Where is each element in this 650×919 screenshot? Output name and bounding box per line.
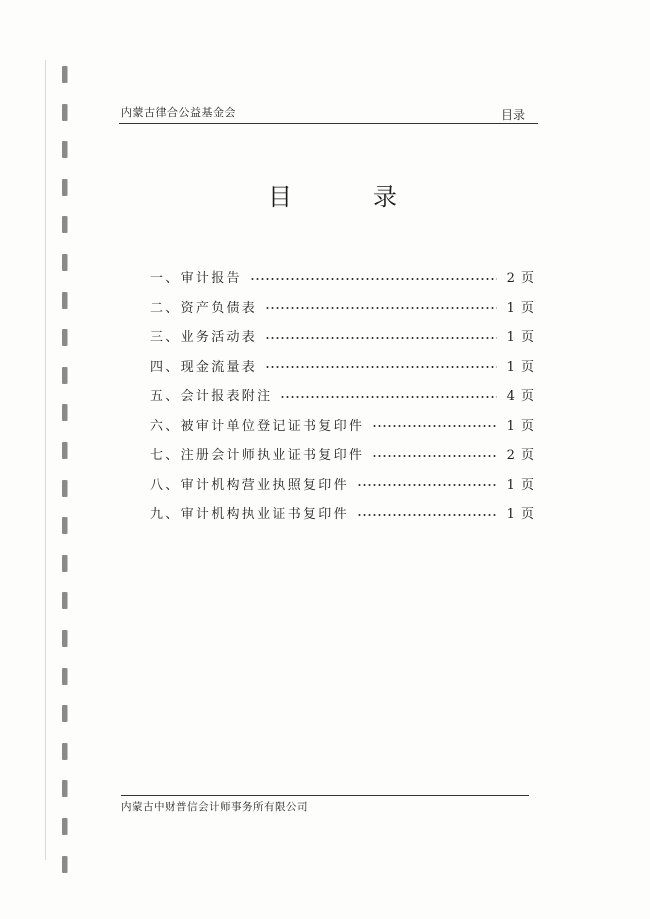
toc-leader-dots [357, 514, 497, 516]
table-of-contents [150, 262, 535, 528]
toc-item-label: 八、审计机构营业执照复印件 [150, 477, 349, 493]
binding-hole [62, 818, 67, 835]
binding-hole [62, 292, 67, 309]
toc-item-page: 1 页 [506, 300, 535, 316]
toc-leader-dots [265, 337, 496, 339]
page-header [121, 104, 537, 124]
toc-item-page: 1 页 [506, 418, 535, 434]
toc-item-label: 三、业务活动表 [150, 330, 258, 346]
toc-item [150, 410, 535, 440]
toc-item-label: 五、会计报表附注 [150, 389, 273, 405]
title-char-1: 目 [268, 183, 292, 211]
toc-item [150, 498, 535, 528]
binding-hole [62, 743, 67, 760]
binding-hole [62, 630, 67, 647]
binding-hole [62, 254, 67, 271]
toc-leader-dots [265, 366, 496, 368]
toc-leader-dots [265, 307, 496, 309]
toc-item [150, 469, 535, 499]
binding-hole [62, 555, 67, 572]
margin-line [45, 60, 46, 860]
toc-item-label: 二、资产负债表 [150, 300, 258, 316]
toc-item [150, 292, 535, 322]
binding-hole [62, 705, 67, 722]
header-rule [119, 123, 538, 124]
toc-leader-dots [357, 484, 497, 486]
toc-item-label: 六、被审计单位登记证书复印件 [150, 418, 365, 434]
toc-item-page: 2 页 [506, 448, 535, 464]
binding-holes [62, 66, 68, 866]
toc-item-page: 2 页 [506, 271, 535, 287]
footer-rule [121, 795, 529, 796]
toc-item-label: 一、审计报告 [150, 271, 242, 287]
toc-item-page: 1 页 [506, 477, 535, 493]
title-char-2: 录 [373, 183, 397, 211]
toc-leader-dots [372, 425, 496, 427]
toc-leader-dots [372, 455, 496, 457]
binding-hole [62, 404, 67, 421]
header-section-label: 目录 [500, 108, 525, 122]
binding-hole [62, 668, 67, 685]
binding-hole [62, 216, 67, 233]
toc-item [150, 262, 535, 292]
binding-hole [62, 367, 67, 384]
toc-item-label: 七、注册会计师执业证书复印件 [150, 448, 365, 464]
toc-item [150, 439, 535, 469]
toc-item [150, 380, 535, 410]
toc-item-page: 1 页 [506, 507, 535, 523]
toc-item-label: 九、审计机构执业证书复印件 [150, 507, 349, 523]
toc-item-page: 1 页 [506, 330, 535, 346]
binding-hole [62, 517, 67, 534]
binding-hole [62, 442, 67, 459]
toc-item-page: 1 页 [506, 359, 535, 375]
binding-hole [62, 480, 67, 497]
toc-leader-dots [250, 278, 497, 280]
binding-hole [62, 592, 67, 609]
toc-item-label: 四、现金流量表 [150, 359, 258, 375]
binding-hole [62, 329, 67, 346]
binding-hole [62, 66, 67, 83]
binding-hole [62, 104, 67, 121]
binding-hole [62, 780, 67, 797]
binding-hole [62, 141, 67, 158]
toc-item-page: 4 页 [506, 389, 535, 405]
binding-hole [62, 179, 67, 196]
footer-firm-name: 内蒙古中财普信会计师事务所有限公司 [121, 801, 308, 813]
toc-item [150, 351, 535, 381]
binding-hole [62, 856, 67, 873]
toc-leader-dots [280, 396, 496, 398]
header-org-name: 内蒙古律合公益基金会 [121, 106, 236, 119]
toc-item [150, 321, 535, 351]
